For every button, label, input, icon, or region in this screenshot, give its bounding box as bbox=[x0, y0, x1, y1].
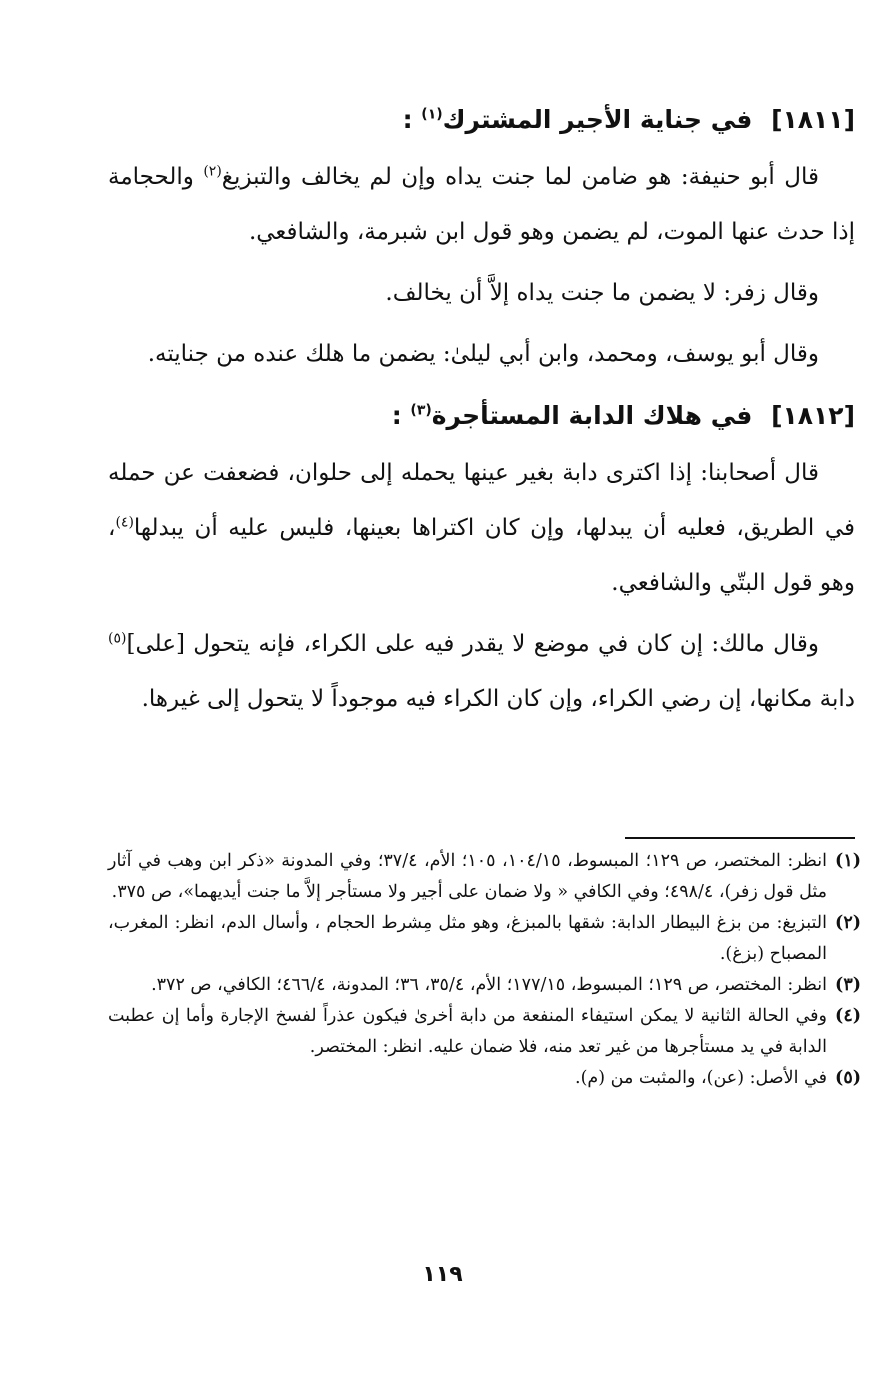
paragraph bbox=[108, 266, 855, 321]
page-number: ١١٩ bbox=[422, 1262, 463, 1287]
footnote-text: انظر: المختصر، ص ١٢٩؛ المبسوط، ١٧٧/١٥؛ الأم، ٣٥/٤، ٣٦؛ المدونة، ٤٦٦/٤؛ الكافي، ص ٣٧٢. bbox=[151, 975, 827, 995]
footnote-ref: (٣) bbox=[410, 402, 432, 419]
footnote-ref: (٢) bbox=[203, 163, 222, 180]
footnote bbox=[108, 1063, 861, 1094]
footnote-text: في الأصل: (عن)، والمثبت من (م). bbox=[575, 1068, 827, 1088]
paragraph-text: قال أصحابنا: إذا اكترى دابة بغير عينها يحمله إلى حلوان، فضعفت عن حمله في الطريق، فعليه أن يبدلها، وإن كان اكتراها بعينها، فليس عليه أن يبدلها bbox=[108, 460, 855, 541]
footnote-ref: (٥) bbox=[108, 630, 127, 647]
heading-colon: : bbox=[391, 401, 402, 430]
footnote-ref: (٤) bbox=[115, 514, 134, 531]
section-title: في جناية الأجير المشترك bbox=[442, 105, 753, 134]
section-heading-1811 bbox=[108, 100, 855, 140]
paragraph-text: وقال أبو يوسف، ومحمد، وابن أبي ليلىٰ: يضمن ما هلك عنده من جنايته. bbox=[147, 341, 819, 367]
paragraph bbox=[108, 327, 855, 382]
footnotes bbox=[108, 846, 861, 1094]
section-title: في هلاك الدابة المستأجرة bbox=[431, 401, 753, 430]
footnote bbox=[108, 970, 861, 1001]
paragraph bbox=[108, 446, 855, 611]
footnote-number: (٣) bbox=[835, 975, 861, 995]
footnote-number: (٢) bbox=[835, 913, 861, 933]
paragraph-text: قال أبو حنيفة: هو ضامن لما جنت يداه وإن لم يخالف والتبزيغ bbox=[221, 164, 819, 190]
heading-colon: : bbox=[402, 105, 413, 134]
paragraph bbox=[108, 617, 855, 727]
footnote-number: (١) bbox=[835, 851, 861, 871]
main-text bbox=[108, 100, 855, 727]
footnote bbox=[108, 1001, 861, 1063]
paragraph-text: والحجامة إذا حدث عنها الموت، لم يضمن وهو قول ابن شبرمة، والشافعي. bbox=[108, 164, 855, 245]
footnote bbox=[108, 908, 861, 970]
footnote-number: (٥) bbox=[835, 1068, 861, 1088]
footnote-ref: (١) bbox=[421, 106, 443, 123]
paragraph-text: وقال مالك: إن كان في موضع لا يقدر فيه على الكراء، فإنه يتحول [على] bbox=[126, 631, 819, 657]
footnote bbox=[108, 846, 861, 908]
paragraph-text: دابة مكانها، إن رضي الكراء، وإن كان الكراء فيه موجوداً لا يتحول إلى غيرها. bbox=[141, 686, 855, 712]
paragraph-text: وقال زفر: لا يضمن ما جنت يداه إلاَّ أن يخالف. bbox=[385, 280, 819, 306]
section-number: [١٨١٢] bbox=[771, 401, 855, 430]
paragraph bbox=[108, 150, 855, 260]
footnote-number: (٤) bbox=[835, 1006, 861, 1026]
footnote-text: التبزيغ: من بزغ البيطار الدابة: شقها بالمبزغ، وهو مثل مِشرط الحجام ، وأسال الدم، انظر: المغرب، المصباح (بزغ). bbox=[108, 913, 827, 964]
footnote-divider bbox=[625, 837, 855, 839]
section-heading-1812 bbox=[108, 396, 855, 436]
footnote-text: وفي الحالة الثانية لا يمكن استيفاء المنفعة من دابة أخرىٰ فيكون عذراً لفسخ الإجارة وأما إن عطبت الدابة في يد مستأجرها من غير تعد منه، فلا ضمان عليه. انظر: المختصر. bbox=[108, 1006, 827, 1057]
footnote-text: انظر: المختصر، ص ١٢٩؛ المبسوط، ١٠٤/١٥، ١٠٥؛ الأم، ٣٧/٤؛ وفي المدونة «ذكر ابن وهب في آثار مثل قول زفر)، ٤٩٨/٤؛ وفي الكافي « ولا ضمان على أجير ولا مستأجر إلاَّ ما جنت أيديهما»، ص ٣٧٥. bbox=[108, 851, 828, 902]
paragraph-text: ، وهو قول البتّي والشافعي. bbox=[108, 515, 855, 596]
section-number: [١٨١١] bbox=[771, 105, 855, 134]
